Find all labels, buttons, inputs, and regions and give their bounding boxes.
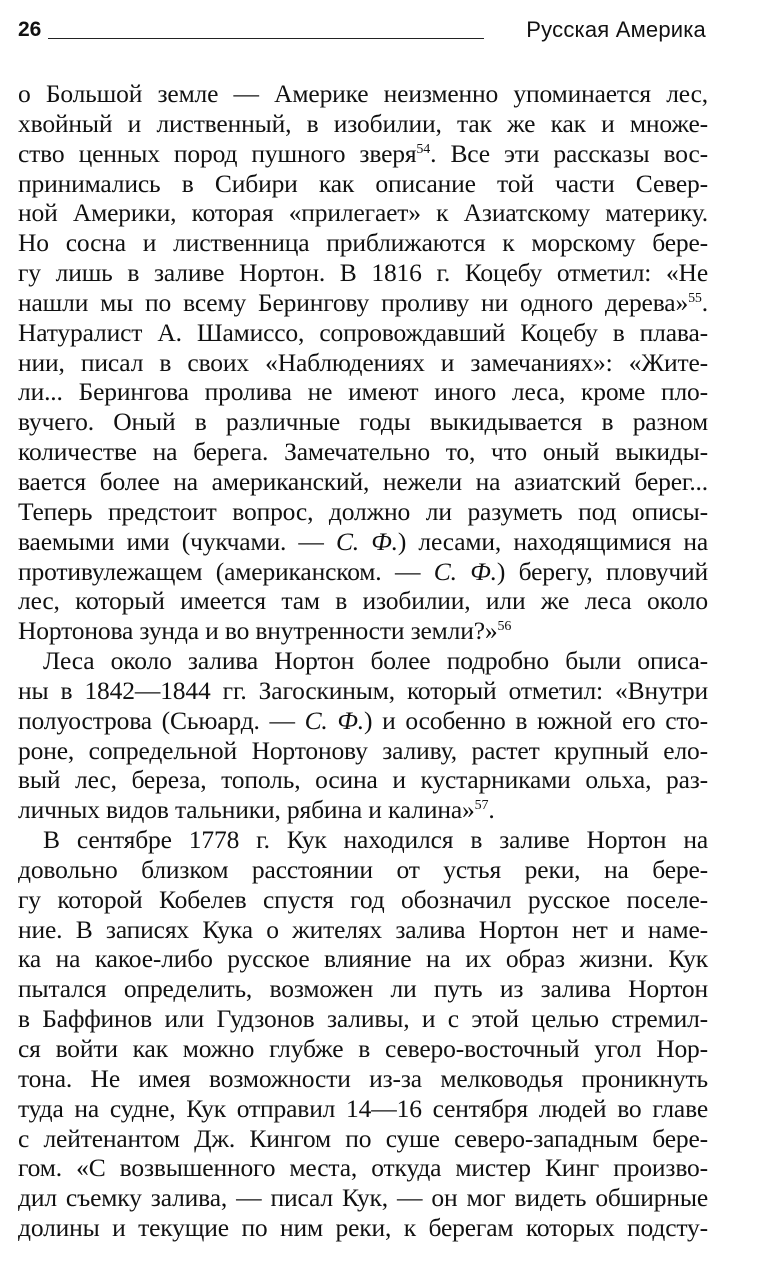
text-segment: ны в 1842—1844 гг. Загоскиным, который отметил: «Внутри bbox=[18, 675, 708, 705]
text-segment: личных видов тальники, рябина и калина» bbox=[18, 795, 475, 825]
text-segment: гом. «С возвышенного места, откуда мистер Кинг произво- bbox=[18, 1153, 708, 1183]
text-segment: Леса около залива Нортон более подробно были описа- bbox=[43, 646, 708, 676]
text-segment: пытался определить, возможен ли путь из залива Нортон bbox=[18, 974, 708, 1004]
text-segment: нашли мы по всему Берингову проливу ни одного дерева» bbox=[18, 287, 689, 317]
text-line bbox=[18, 736, 708, 766]
text-segment: Натуралист А. Шамиссо, сопровождавший Коцебу в плава- bbox=[18, 317, 708, 347]
text-segment: Нортонова зунда и во внутренности земли?» bbox=[18, 616, 498, 646]
text-line bbox=[18, 288, 708, 318]
text-line bbox=[18, 258, 708, 288]
text-line bbox=[18, 557, 708, 587]
text-line bbox=[18, 974, 708, 1004]
text-line bbox=[18, 944, 708, 974]
text-segment: ) лесами, находящимися на bbox=[397, 526, 709, 556]
text-segment: ка на какое-либо русское влияние на их образ жизни. Кук bbox=[18, 944, 708, 974]
text-segment: Но сосна и лиственница приближаются к морскому бере- bbox=[18, 228, 708, 258]
text-segment: . bbox=[701, 287, 708, 317]
text-line bbox=[18, 646, 708, 676]
header-rule bbox=[48, 38, 484, 39]
text-line bbox=[18, 1094, 708, 1124]
page-header bbox=[18, 16, 706, 46]
text-segment: роне, сопредельной Нортонову заливу, растет крупный ело- bbox=[18, 735, 708, 765]
text-line bbox=[18, 616, 708, 646]
page-number: 26 bbox=[18, 18, 42, 41]
text-segment: тона. Не имея возможности из-за мелководья проникнуть bbox=[18, 1063, 708, 1093]
text-line bbox=[18, 765, 708, 795]
text-line bbox=[18, 795, 708, 825]
text-segment: вучего. Оный в различные годы выкидывается в разном bbox=[18, 407, 708, 437]
text-segment: . Все эти рассказы вос- bbox=[430, 138, 708, 168]
text-segment: количестве на берега. Замечательно то, что оный выкиды- bbox=[18, 437, 708, 467]
text-line bbox=[18, 706, 708, 736]
text-line bbox=[18, 676, 708, 706]
text-line bbox=[18, 527, 708, 557]
text-line bbox=[18, 198, 708, 228]
text-segment: ) берегу, пловучий bbox=[496, 556, 708, 586]
text-segment: лес, который имеется там в изобилии, или же леса около bbox=[18, 586, 708, 616]
text-segment: принимались в Сибири как описание той части Север- bbox=[18, 168, 708, 198]
text-line bbox=[18, 318, 708, 348]
text-line bbox=[18, 1124, 708, 1154]
text-segment: Теперь предстоит вопрос, должно ли разуметь под описы- bbox=[18, 496, 708, 526]
text-line bbox=[18, 228, 708, 258]
body-text bbox=[18, 79, 708, 1243]
footnote-ref: 55 bbox=[688, 290, 702, 306]
text-segment: хвойный и лиственный, в изобилии, так же как и множе- bbox=[18, 108, 708, 138]
text-segment: ) и особенно в южной его сто- bbox=[364, 705, 708, 735]
text-line bbox=[18, 377, 708, 407]
text-line bbox=[18, 169, 708, 199]
text-line bbox=[18, 497, 708, 527]
text-segment: дил съемку залива, — писал Кук, — он мог видеть обширные bbox=[18, 1183, 708, 1213]
text-line bbox=[18, 79, 708, 109]
text-line bbox=[18, 437, 708, 467]
text-segment: полуострова (Сьюард. — bbox=[18, 705, 305, 735]
text-segment: ся войти как можно глубже в северо-восточный угол Нор- bbox=[18, 1034, 708, 1063]
text-line bbox=[18, 586, 708, 616]
text-line bbox=[18, 139, 708, 169]
text-line bbox=[18, 1034, 708, 1064]
text-segment: . bbox=[488, 795, 495, 825]
text-segment: довольно близком расстоянии от устья реки, на бере- bbox=[18, 854, 708, 884]
text-segment: гу лишь в заливе Нортон. В 1816 г. Коцебу отметил: «Не bbox=[18, 258, 708, 288]
text-segment: в Баффинов или Гудзонов заливы, и с этой целью стремил- bbox=[18, 1004, 708, 1034]
text-line bbox=[18, 885, 708, 915]
text-segment: В сентябре 1778 г. Кук находился в заливе Нортон на bbox=[43, 825, 708, 855]
footnote-ref: 56 bbox=[497, 619, 512, 635]
text-segment: ваемыми ими (чукчами. — bbox=[18, 526, 336, 556]
text-segment: о Большой земле — Америке неизменно упоминается лес, bbox=[18, 79, 708, 108]
text-line bbox=[18, 825, 708, 855]
text-line bbox=[18, 407, 708, 437]
text-line bbox=[18, 1213, 708, 1243]
author-initials: С. Ф. bbox=[304, 705, 364, 735]
text-line bbox=[18, 1004, 708, 1034]
text-line bbox=[18, 348, 708, 378]
text-line bbox=[18, 467, 708, 497]
author-initials: С. Ф. bbox=[433, 556, 497, 586]
text-segment: туда на судне, Кук отправил 14—16 сентября людей во главе bbox=[18, 1093, 708, 1123]
text-segment: с лейтенантом Дж. Кингом по суше северо-западным бере- bbox=[18, 1123, 708, 1153]
text-line bbox=[18, 1064, 708, 1094]
running-title: Русская Америка bbox=[526, 17, 706, 42]
text-segment: противулежащем (американском. — bbox=[18, 556, 434, 586]
text-line bbox=[18, 109, 708, 139]
text-line bbox=[18, 855, 708, 885]
text-segment: нии, писал в своих «Наблюдениях и замечаниях»: «Жите- bbox=[18, 347, 708, 377]
text-segment: долины и текущие по ним реки, к берегам которых подсту- bbox=[18, 1213, 708, 1243]
text-segment: ство ценных пород пушного зверя bbox=[18, 138, 417, 168]
author-initials: С. Ф. bbox=[335, 526, 398, 556]
footnote-ref: 57 bbox=[474, 798, 489, 814]
text-segment: ной Америки, которая «прилегает» к Азиатскому материку. bbox=[18, 198, 708, 228]
footnote-ref: 54 bbox=[416, 141, 431, 157]
text-line bbox=[18, 1183, 708, 1213]
text-line bbox=[18, 1153, 708, 1183]
text-line bbox=[18, 915, 708, 945]
text-segment: ние. В записях Кука о жителях залива Нортон нет и наме- bbox=[18, 914, 708, 944]
text-segment: вый лес, береза, тополь, осина и кустарниками ольха, раз- bbox=[18, 765, 708, 795]
text-segment: ли... Берингова пролива не имеют иного леса, кроме пло- bbox=[18, 377, 708, 407]
text-segment: гу которой Кобелев спустя год обозначил русское поселе- bbox=[18, 884, 708, 914]
text-segment: вается более на американский, нежели на азиатский берег... bbox=[18, 466, 708, 496]
